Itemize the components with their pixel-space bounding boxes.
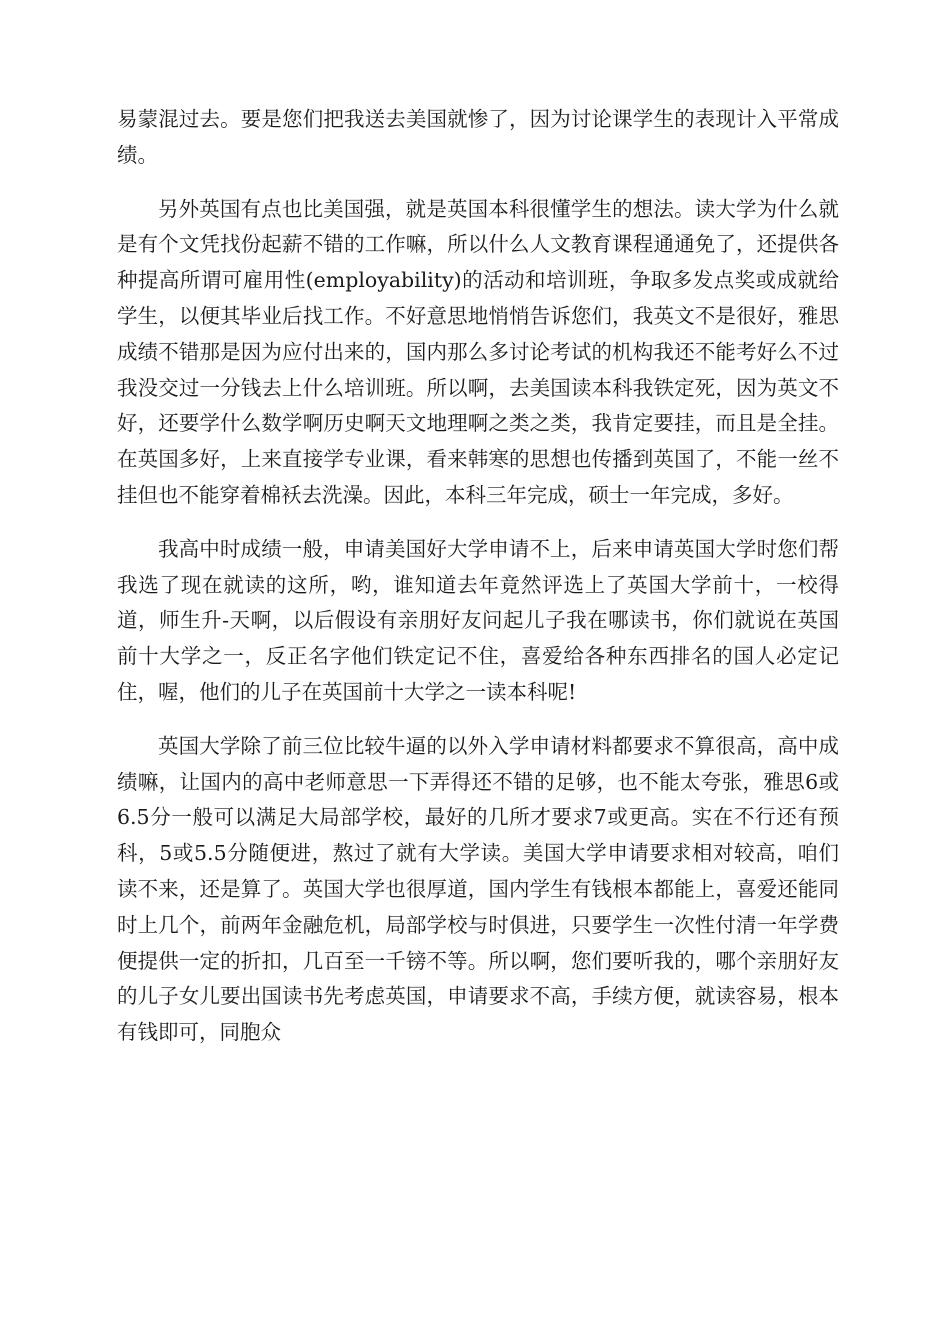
paragraph-4: 英国大学除了前三位比较牛逼的以外入学申请材料都要求不算很高，高中成绩嘛，让国内的高中老师意思一下弄得还不错的足够，也不能太夸张，雅思6或6.5分一般可以满足大局部学校，最好的几所才要求7或更高。实在不行还有预科，5或5.5分随便进，熬过了就有大学读。美国大学申请要求相对较高，咱们读不来，还是算了。英国大学也很厚道，国内学生有钱根本都能上，喜爱还能同时上几个，前两年金融危机，局部学校与时俱进，只要学生一次性付清一年学费便提供一定的折扣，几百至一千镑不等。所以啊，您们要听我的，哪个亲朋好友的儿子女儿要出国读书先考虑英国，申请要求不高，手续方便，就读容易，根本有钱即可，同胞众 xyxy=(117,733,839,1045)
paragraph-gap xyxy=(117,711,839,729)
paragraph-3: 我高中时成绩一般，申请美国好大学申请不上，后来申请英国大学时您们帮我选了现在就读的这所，哟，谁知道去年竟然评选上了英国大学前十，一校得道，师生升-天啊，以后假设有亲朋好友问起儿子我在哪读书，你们就说在英国前十大学之一，反正名字他们铁定记不住，喜爱给各种东西排名的国人必定记住，喔，他们的儿子在英国前十大学之一读本科呢! xyxy=(117,536,839,704)
paragraph-gap xyxy=(117,514,839,532)
paragraph-2: 另外英国有点也比美国强，就是英国本科很懂学生的想法。读大学为什么就是有个文凭找份起薪不错的工作嘛，所以什么人文教育课程通通免了，还提供各种提高所谓可雇用性(employability)的活动和培训班，争取多发点奖或成就给学生，以便其毕业后找工作。不好意思地悄悄告诉您们，我英文不是很好，雅思成绩不错那是因为应付出来的，国内那么多讨论考试的机构我还不能考好么不过我没交过一分钱去上什么培训班。所以啊，去美国读本科我铁定死，因为英文不好，还要学什么数学啊历史啊天文地理啊之类之类，我肯定要挂，而且是全挂。在英国多好，上来直接学专业课，看来韩寒的思想也传播到英国了，不能一丝不挂但也不能穿着棉袄去洗澡。因此，本科三年完成，硕士一年完成，多好。 xyxy=(117,196,839,507)
paragraph-1: 易蒙混过去。要是您们把我送去美国就惨了，因为讨论课学生的表现计入平常成绩。 xyxy=(117,107,839,167)
document-page xyxy=(117,102,839,1051)
paragraph-gap xyxy=(117,174,839,192)
